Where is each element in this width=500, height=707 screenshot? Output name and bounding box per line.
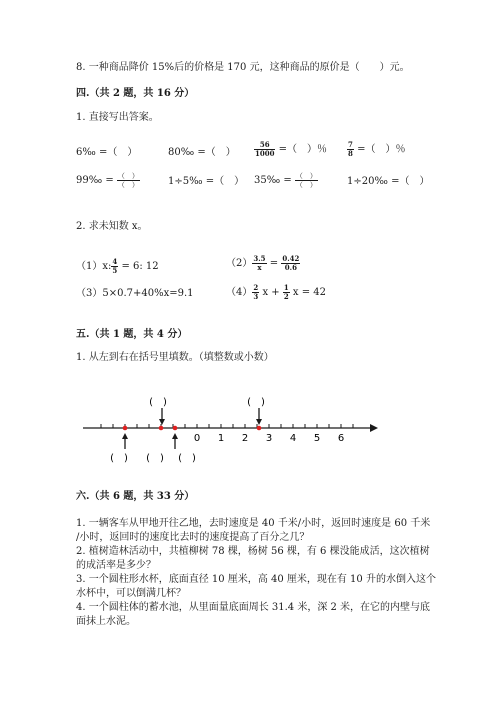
answer-item-b: 80‰ =（ ） (168, 147, 236, 158)
answer-item-e: 99‰ = $\frac{( )}{( )}$ (76, 172, 139, 189)
answer-item-g: 35‰ = $\frac{( )}{( )}$ (254, 172, 317, 189)
section-6-title: 六.（共 6 题，共 33 分） (76, 491, 195, 502)
equation-2: （2） $\frac{3.5}{x}$ = $\frac{0.42}{0.6}$ (226, 254, 300, 272)
section-4-title: 四.（共 2 题，共 16 分） (76, 88, 195, 99)
section-6-line-8: 面抹上水泥。 (76, 616, 136, 627)
bottom-bracket-1: ( ) (110, 453, 128, 464)
bottom-bracket-2: ( ) (146, 453, 164, 464)
down-arrowhead-1 (159, 419, 165, 425)
answer-item-f: 1÷5‰ =（ ） (168, 176, 245, 187)
marked-point-3 (173, 426, 178, 431)
fraction: $\frac{( )}{( )}$ (295, 172, 317, 189)
answer-item-a: 6‰ =（ ） (76, 147, 138, 158)
top-bracket-2: ( ) (247, 397, 265, 408)
section-4-q1-title: 1. 直接写出答案。 (76, 112, 159, 123)
section-6-line-7: 4. 一个圆柱体的蓄水池，从里面量底面周长 31.4 米，深 2 米，在它的内壁与底 (76, 602, 431, 613)
tick-label-1: 1 (217, 433, 225, 444)
tick-label-2: 2 (241, 433, 249, 444)
marked-point-2 (159, 426, 164, 431)
section-6-line-5: 3. 一个圆柱形水杯，底面直径 10 厘米，高 40 厘米，现在有 10 升的水倒入这个 (76, 574, 436, 585)
tick-label-3: 3 (265, 433, 273, 444)
answer-item-h: 1÷20‰ =（ ） (347, 176, 430, 187)
question-8-text: 8. 一种商品降价 15%后的价格是 170 元，这种商品的原价是（ ）元。 (76, 62, 410, 73)
fraction: $\frac{0.42}{0.6}$ (282, 254, 300, 272)
fraction: $\frac{1}{2}$ (283, 283, 289, 301)
equation-1: （1）x: $\frac{4}{5}$ = 6: 12 (76, 257, 159, 275)
equation-4: （4） $\frac{2}{3}$ x + $\frac{1}{2}$ x = 42 (226, 283, 326, 301)
section-6-line-6: 水杯中，可以倒满几杯？ (76, 588, 186, 599)
answer-item-c: $\frac{56}{1000}$ =（ ）％ (255, 140, 328, 158)
fraction: $\frac{4}{5}$ (112, 257, 118, 275)
tick-label-0: 0 (193, 433, 201, 444)
marked-point-1 (123, 426, 128, 431)
fraction: $\frac{3.5}{x}$ (253, 254, 266, 272)
section-6-line-1: 1. 一辆客车从甲地开往乙地，去时速度是 40 千米/小时，返回时速度是 60 千米 (76, 518, 431, 529)
tick-label-6: 6 (337, 433, 345, 444)
fraction: $\frac{7}{8}$ (348, 140, 353, 158)
tick-label-5: 5 (313, 433, 321, 444)
section-5-q1-text: 1. 从左到右在括号里填数。（填整数或小数） (76, 352, 274, 363)
equation-3: （3）5×0.7+40%x=9.1 (76, 288, 194, 299)
bottom-bracket-3: ( ) (178, 453, 196, 464)
answer-item-d: $\frac{7}{8}$ =（ ）％ (348, 140, 406, 158)
section-6-line-2: /小时，返回时的速度比去时的速度提高了百分之几？ (76, 532, 310, 543)
tick-label-4: 4 (289, 433, 297, 444)
section-4-q2-title: 2. 求未知数 x。 (76, 221, 148, 232)
fraction: $\frac{( )}{( )}$ (117, 172, 139, 189)
marked-point-4 (257, 426, 262, 431)
section-6-line-3: 2. 植树造林活动中，共植柳树 78 棵，杨树 56 棵，有 6 棵没能成活，这次植树 (76, 546, 430, 557)
fraction: $\frac{2}{3}$ (253, 283, 259, 301)
fraction: $\frac{56}{1000}$ (255, 140, 275, 158)
section-6-line-4: 的成活率是多少？ (76, 560, 156, 571)
axis-arrowhead (370, 424, 378, 432)
top-bracket-1: ( ) (149, 397, 167, 408)
section-5-title: 五.（共 1 题，共 4 分） (76, 329, 188, 340)
